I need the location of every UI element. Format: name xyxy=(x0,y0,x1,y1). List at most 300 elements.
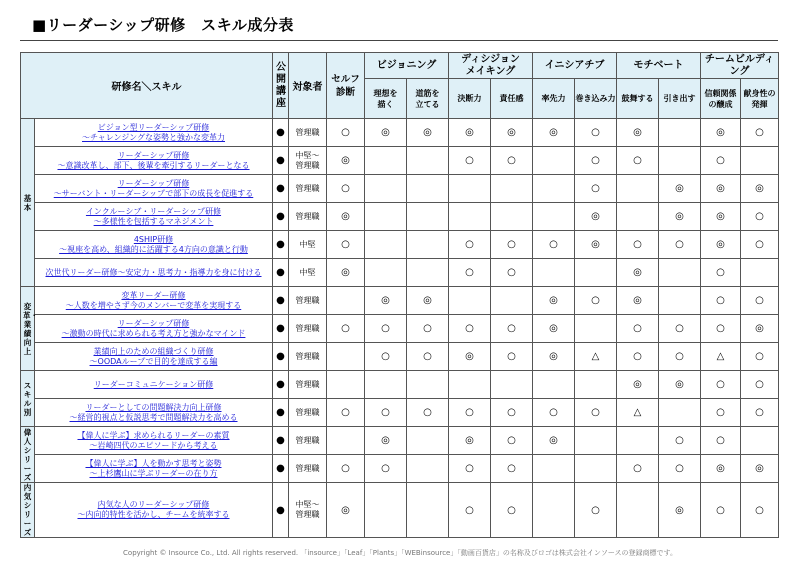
skill-rating-mark: ◎ xyxy=(327,483,365,538)
skill-rating-mark: ◎ xyxy=(533,427,575,455)
skill-rating-mark: ◎ xyxy=(533,315,575,343)
header-skill-group xyxy=(449,53,533,79)
skill-rating-mark xyxy=(327,343,365,371)
audience-cell xyxy=(289,371,327,399)
skill-rating-mark: ○ xyxy=(327,231,365,259)
course-link[interactable]: リーダーシップ研修 xyxy=(117,318,190,328)
skill-rating-mark: ◎ xyxy=(575,203,617,231)
skill-rating-mark xyxy=(449,175,491,203)
header-text-line: 管理職 xyxy=(295,510,320,519)
public-course-mark: ● xyxy=(273,119,289,147)
skill-rating-mark xyxy=(491,203,533,231)
skill-rating-mark xyxy=(449,203,491,231)
course-name xyxy=(35,483,273,538)
skill-rating-mark xyxy=(533,371,575,399)
audience-cell xyxy=(289,287,327,315)
skill-rating-mark: ◎ xyxy=(701,455,741,483)
course-link[interactable]: 業績向上のための組織づくり研修 xyxy=(93,346,214,356)
skill-rating-mark: ○ xyxy=(659,343,701,371)
skill-rating-mark: ◎ xyxy=(365,427,407,455)
skill-rating-mark xyxy=(659,119,701,147)
skill-rating-mark: ○ xyxy=(491,147,533,175)
header-sub-skill xyxy=(617,79,659,119)
skill-rating-mark: ○ xyxy=(491,315,533,343)
skill-rating-mark xyxy=(327,427,365,455)
skill-rating-mark xyxy=(407,455,449,483)
skill-rating-mark: ○ xyxy=(701,399,741,427)
header-text-line: 管理職 xyxy=(295,463,320,473)
header-text-line: 率先力 xyxy=(541,94,566,103)
skill-rating-mark xyxy=(617,483,659,538)
skill-rating-mark: ◎ xyxy=(327,147,365,175)
header-sub-skill xyxy=(659,79,701,119)
header-audience: 対象者 xyxy=(289,53,327,119)
course-link[interactable]: インクルーシブ・リーダーシップ研修 xyxy=(85,206,222,216)
header-text-line: モチベート xyxy=(633,59,684,71)
skill-rating-mark: ◎ xyxy=(449,427,491,455)
skill-rating-mark: ○ xyxy=(449,231,491,259)
skill-rating-mark: ○ xyxy=(741,343,779,371)
audience-cell xyxy=(289,175,327,203)
skill-rating-mark: ○ xyxy=(741,231,779,259)
skill-rating-mark: ◎ xyxy=(659,483,701,538)
header-text-line: メイキング xyxy=(465,65,516,77)
skill-rating-mark: ○ xyxy=(659,231,701,259)
table-row xyxy=(21,315,779,343)
skill-rating-mark: ○ xyxy=(491,259,533,287)
category-label-text: 内気シリーズ xyxy=(23,483,32,537)
skill-rating-mark xyxy=(365,231,407,259)
skill-rating-mark: ○ xyxy=(575,483,617,538)
table-row xyxy=(21,343,779,371)
skill-rating-mark: ○ xyxy=(449,315,491,343)
audience-cell xyxy=(289,399,327,427)
course-link[interactable]: 4SHIP研修 xyxy=(133,234,174,244)
skill-rating-mark: ◎ xyxy=(659,203,701,231)
skill-rating-mark: ○ xyxy=(365,455,407,483)
skill-rating-mark: ○ xyxy=(659,315,701,343)
header-text-line: 鼓舞する xyxy=(621,94,654,103)
table-row xyxy=(21,175,779,203)
course-name xyxy=(35,231,273,259)
course-link[interactable]: ～意識改革し、部下、後輩を牽引するリーダーとなる xyxy=(57,160,250,170)
skill-rating-mark xyxy=(533,175,575,203)
course-link[interactable]: 次世代リーダー研修～安定力・思考力・指導力を身に付ける xyxy=(45,267,262,277)
course-link[interactable]: ～サーバント・リーダーシップで部下の成長を促進する xyxy=(53,188,254,198)
skill-rating-mark: ○ xyxy=(701,427,741,455)
skill-rating-mark xyxy=(365,371,407,399)
header-text-line: 決断力 xyxy=(457,94,482,103)
course-link[interactable]: ～チャレンジングな姿勢と強かな変革力 xyxy=(82,132,225,142)
header-text-line: 理想を xyxy=(373,88,398,98)
skill-rating-mark: ◎ xyxy=(741,315,779,343)
skill-rating-mark: ○ xyxy=(741,399,779,427)
course-name xyxy=(35,315,273,343)
course-link[interactable]: ～人数を増やさず今のメンバーで変革を実現する xyxy=(65,300,242,310)
skill-rating-mark xyxy=(659,147,701,175)
title-divider xyxy=(20,40,778,41)
header-text-line: 引き出す xyxy=(663,94,696,103)
skill-rating-mark xyxy=(533,259,575,287)
header-sub-skill xyxy=(533,79,575,119)
table-row xyxy=(21,231,779,259)
skill-rating-mark: ○ xyxy=(449,259,491,287)
skill-rating-mark: ◎ xyxy=(365,119,407,147)
public-course-mark: ● xyxy=(273,371,289,399)
skill-rating-mark xyxy=(617,427,659,455)
category-label xyxy=(21,371,35,427)
skill-rating-mark: ○ xyxy=(327,455,365,483)
skill-rating-mark: ○ xyxy=(491,455,533,483)
skill-rating-mark: ○ xyxy=(617,455,659,483)
skill-rating-mark: ◎ xyxy=(533,119,575,147)
skill-rating-mark: ○ xyxy=(701,147,741,175)
skill-rating-mark: ◎ xyxy=(617,287,659,315)
category-label xyxy=(21,483,35,538)
table-row xyxy=(21,287,779,315)
header-skill-group xyxy=(365,53,449,79)
course-name xyxy=(35,147,273,175)
header-text-line: 献身性の xyxy=(743,88,776,98)
skill-rating-mark: ◎ xyxy=(617,259,659,287)
header-public-text: 公開講座 xyxy=(276,61,286,109)
course-link[interactable]: リーダーとしての問題解決力向上研修 xyxy=(85,402,222,412)
course-name xyxy=(35,371,273,399)
skill-rating-mark xyxy=(659,399,701,427)
header-text-line: 発揮 xyxy=(751,99,768,109)
skill-rating-mark: △ xyxy=(701,343,741,371)
course-link[interactable]: リーダーシップ研修 xyxy=(117,150,190,160)
header-text-line: 診断 xyxy=(335,86,355,98)
skill-rating-mark: ○ xyxy=(327,175,365,203)
skill-rating-mark xyxy=(449,371,491,399)
skill-rating-mark: ◎ xyxy=(701,231,741,259)
course-link[interactable]: ～激動の時代に求められる考え方と強かなマインド xyxy=(61,328,246,338)
table-row xyxy=(21,119,779,147)
skill-rating-mark xyxy=(575,371,617,399)
audience-cell xyxy=(289,483,327,538)
skill-rating-mark xyxy=(407,371,449,399)
public-course-mark: ● xyxy=(273,203,289,231)
skill-rating-mark: ◎ xyxy=(575,231,617,259)
skill-rating-mark: ○ xyxy=(533,399,575,427)
category-label xyxy=(21,287,38,371)
skill-rating-mark: ○ xyxy=(365,315,407,343)
public-course-mark: ● xyxy=(273,399,289,427)
course-link[interactable]: ～岩崎四代のエピソードから考える xyxy=(89,440,218,450)
skill-rating-mark: ○ xyxy=(575,175,617,203)
audience-cell xyxy=(289,455,327,483)
header-text-line: 巻き込み力 xyxy=(575,94,616,103)
skill-rating-mark: ◎ xyxy=(491,119,533,147)
category-label-text: 基本 xyxy=(23,193,32,212)
header-text-line: 管理職 xyxy=(295,183,320,193)
skill-rating-mark xyxy=(741,147,779,175)
skill-rating-mark: ◎ xyxy=(327,203,365,231)
skill-rating-mark: ○ xyxy=(327,119,365,147)
header-skill-group xyxy=(701,53,779,79)
header-text-line: チームビルディング xyxy=(704,53,775,77)
course-link[interactable]: ～上杉鷹山に学ぶリーダーの在り方 xyxy=(89,468,218,478)
skill-rating-mark xyxy=(407,231,449,259)
skill-rating-mark xyxy=(407,427,449,455)
skill-rating-mark xyxy=(365,483,407,538)
skill-rating-mark: ◎ xyxy=(617,119,659,147)
course-link[interactable]: ～経営的視点と仮説思考で問題解決力を高める xyxy=(69,412,238,422)
header-self-diagnosis xyxy=(327,53,365,119)
header-text-line: 道筋を xyxy=(415,88,440,98)
category-label xyxy=(21,427,35,483)
header-sub-skill xyxy=(741,79,779,119)
skill-rating-mark xyxy=(365,175,407,203)
header-text-line: 管理職 xyxy=(295,127,320,137)
skill-rating-mark xyxy=(407,147,449,175)
skill-matrix-table xyxy=(20,52,779,538)
skill-rating-mark: ○ xyxy=(407,343,449,371)
skill-rating-mark: ◎ xyxy=(741,455,779,483)
skill-rating-mark xyxy=(617,203,659,231)
course-link[interactable]: ～多様性を包括するマネジメント xyxy=(93,216,214,226)
skill-rating-mark: ○ xyxy=(449,399,491,427)
audience-cell xyxy=(289,259,327,287)
course-link[interactable]: リーダーコミュニケーション研修 xyxy=(93,379,214,389)
page-title: ■リーダーシップ研修 スキル成分表 xyxy=(32,16,294,34)
skill-rating-mark: ○ xyxy=(575,147,617,175)
category-label xyxy=(21,119,35,287)
skill-rating-mark: ○ xyxy=(701,259,741,287)
skill-rating-mark xyxy=(533,483,575,538)
skill-rating-mark xyxy=(365,203,407,231)
skill-rating-mark: ◎ xyxy=(533,343,575,371)
skill-rating-mark: ○ xyxy=(741,119,779,147)
skill-rating-mark: ○ xyxy=(701,371,741,399)
skill-rating-mark: ○ xyxy=(491,483,533,538)
header-sub-skill xyxy=(407,79,449,119)
skill-rating-mark xyxy=(575,259,617,287)
course-link[interactable]: 変革リーダー研修 xyxy=(121,290,186,300)
course-link[interactable]: 内気な人のリーダーシップ研修 xyxy=(97,500,210,509)
header-text-line: ディシジョン xyxy=(461,53,520,65)
skill-rating-mark: ○ xyxy=(617,343,659,371)
table-row xyxy=(21,147,779,175)
skill-rating-mark: ○ xyxy=(449,483,491,538)
header-sub-skill xyxy=(449,79,491,119)
course-name xyxy=(35,427,273,455)
header-skill-group xyxy=(617,53,701,79)
skill-rating-mark xyxy=(617,175,659,203)
header-text-line: 管理職 xyxy=(295,211,320,221)
skill-rating-mark: ○ xyxy=(701,483,741,538)
skill-rating-mark: ○ xyxy=(327,315,365,343)
header-public-course xyxy=(273,53,289,119)
skill-rating-mark xyxy=(407,203,449,231)
public-course-mark: ● xyxy=(273,315,289,343)
table-row xyxy=(21,399,779,427)
skill-rating-mark xyxy=(407,175,449,203)
skill-rating-mark: ◎ xyxy=(701,203,741,231)
header-row-groups xyxy=(21,53,779,79)
public-course-mark: ● xyxy=(273,455,289,483)
skill-rating-mark xyxy=(533,203,575,231)
skill-rating-mark: ◎ xyxy=(449,343,491,371)
header-course-skill: 研修名＼スキル xyxy=(21,53,273,119)
header-sub-skill xyxy=(491,79,533,119)
skill-rating-mark xyxy=(741,427,779,455)
course-link[interactable]: ビジョン型リーダーシップ研修 xyxy=(97,122,210,132)
skill-rating-mark: ○ xyxy=(575,287,617,315)
audience-cell xyxy=(289,343,327,371)
skill-rating-mark: ◎ xyxy=(533,287,575,315)
header-text-line: 管理職 xyxy=(295,379,320,389)
skill-rating-mark xyxy=(533,147,575,175)
table-row xyxy=(21,259,779,287)
table-row xyxy=(21,371,779,399)
audience-cell xyxy=(289,147,327,175)
audience-cell xyxy=(289,203,327,231)
skill-rating-mark xyxy=(533,455,575,483)
skill-rating-mark: ○ xyxy=(575,119,617,147)
skill-rating-mark: ○ xyxy=(701,287,741,315)
course-link[interactable]: ～視座を高め、組織的に活躍する4方向の意識と行動 xyxy=(59,244,248,254)
header-sub-skill xyxy=(701,79,741,119)
table-row xyxy=(21,483,779,538)
skill-rating-mark: ○ xyxy=(491,399,533,427)
header-text-line: イニシアチブ xyxy=(544,59,605,71)
audience-cell xyxy=(289,231,327,259)
header-text-line: ビジョニング xyxy=(376,59,437,71)
skill-rating-mark: ○ xyxy=(365,399,407,427)
header-text-line: 管理職 xyxy=(295,295,320,305)
header-skill-group xyxy=(533,53,617,79)
skill-rating-mark: ○ xyxy=(741,203,779,231)
skill-rating-mark: ○ xyxy=(365,343,407,371)
copyright-footer: Copyright © Insource Co., Ltd. All rights reserved. 「insource」「Leaf」「Plants」「WEBinsource」「動画百貨店」の名称及びロゴは株式会社インソースの登録商標です。 xyxy=(123,549,677,557)
skill-rating-mark: ◎ xyxy=(365,287,407,315)
category-label-text: 変革・業績向上 xyxy=(23,301,38,356)
course-name xyxy=(35,119,273,147)
course-name xyxy=(35,343,273,371)
skill-rating-mark: ○ xyxy=(575,399,617,427)
skill-rating-mark: ○ xyxy=(407,399,449,427)
header-text-line: 中堅 xyxy=(299,239,316,249)
table-row xyxy=(21,203,779,231)
skill-rating-mark: △ xyxy=(617,399,659,427)
skill-rating-mark: ○ xyxy=(741,371,779,399)
skill-rating-mark: ◎ xyxy=(701,175,741,203)
skill-rating-mark xyxy=(407,483,449,538)
header-text-line: 管理職 xyxy=(295,435,320,445)
public-course-mark: ● xyxy=(273,259,289,287)
header-text-line: 責任感 xyxy=(499,94,524,103)
course-name xyxy=(35,175,273,203)
skill-rating-mark: ○ xyxy=(659,427,701,455)
public-course-mark: ● xyxy=(273,231,289,259)
header-text-line: 中堅～ xyxy=(295,500,320,509)
header-text-line: 管理職 xyxy=(295,160,320,170)
course-link[interactable]: 【偉人に学ぶ】人を動かす思考と姿勢 xyxy=(85,458,222,468)
audience-cell xyxy=(289,119,327,147)
skill-rating-mark: ◎ xyxy=(617,371,659,399)
skill-rating-mark: △ xyxy=(575,343,617,371)
course-name xyxy=(35,399,273,427)
public-course-mark: ● xyxy=(273,483,289,538)
course-name xyxy=(35,287,273,315)
course-name xyxy=(35,259,273,287)
skill-rating-mark xyxy=(327,371,365,399)
public-course-mark: ● xyxy=(273,147,289,175)
category-label-text: スキル別 xyxy=(23,380,32,417)
skill-rating-mark xyxy=(491,175,533,203)
skill-rating-mark xyxy=(741,259,779,287)
course-link[interactable]: ～OODAループで目的を達成する編 xyxy=(89,356,218,366)
skill-rating-mark: ○ xyxy=(327,399,365,427)
header-text-line: 中堅 xyxy=(299,267,316,277)
skill-rating-mark: ○ xyxy=(449,147,491,175)
skill-rating-mark: ○ xyxy=(701,315,741,343)
header-text-line: 管理職 xyxy=(295,351,320,361)
skill-rating-mark: ◎ xyxy=(741,175,779,203)
skill-rating-mark xyxy=(365,147,407,175)
skill-rating-mark xyxy=(365,259,407,287)
skill-rating-mark: ○ xyxy=(491,427,533,455)
audience-cell xyxy=(289,427,327,455)
header-text-line: 管理職 xyxy=(295,407,320,417)
skill-rating-mark: ◎ xyxy=(449,119,491,147)
course-link[interactable]: ～内向的特性を活かし、チームを統率する xyxy=(77,510,230,519)
skill-rating-mark: ◎ xyxy=(407,119,449,147)
header-text-line: 信頼関係 xyxy=(704,88,737,98)
skill-rating-mark: ○ xyxy=(491,343,533,371)
skill-rating-mark xyxy=(659,259,701,287)
skill-rating-mark: ○ xyxy=(449,455,491,483)
public-course-mark: ● xyxy=(273,343,289,371)
skill-rating-mark xyxy=(327,287,365,315)
header-text-line: の醸成 xyxy=(708,99,733,109)
skill-rating-mark: ◎ xyxy=(327,259,365,287)
table-row xyxy=(21,455,779,483)
header-sub-skill xyxy=(365,79,407,119)
skill-rating-mark: ○ xyxy=(617,231,659,259)
audience-cell xyxy=(289,315,327,343)
header-text-line: 立てる xyxy=(415,99,440,109)
skill-rating-mark xyxy=(575,427,617,455)
header-sub-skill xyxy=(575,79,617,119)
skill-rating-mark xyxy=(575,315,617,343)
skill-rating-mark xyxy=(407,259,449,287)
skill-rating-mark xyxy=(659,287,701,315)
public-course-mark: ● xyxy=(273,287,289,315)
skill-rating-mark: ○ xyxy=(407,315,449,343)
public-course-mark: ● xyxy=(273,427,289,455)
course-name xyxy=(35,203,273,231)
header-text-line: 中堅～ xyxy=(295,150,320,160)
category-label-text: 偉人シリーズ xyxy=(23,427,32,482)
skill-rating-mark: ○ xyxy=(741,483,779,538)
public-course-mark: ● xyxy=(273,175,289,203)
course-link[interactable]: 【偉人に学ぶ】求められるリーダーの素質 xyxy=(77,430,230,440)
course-link[interactable]: リーダーシップ研修 xyxy=(117,178,190,188)
skill-rating-mark xyxy=(449,287,491,315)
skill-rating-mark: ○ xyxy=(533,231,575,259)
skill-rating-mark xyxy=(491,371,533,399)
table-row xyxy=(21,427,779,455)
header-text-line: 描く xyxy=(377,99,394,109)
skill-rating-mark: ○ xyxy=(741,287,779,315)
course-name xyxy=(35,455,273,483)
skill-rating-mark: ◎ xyxy=(659,175,701,203)
skill-rating-mark: ○ xyxy=(617,315,659,343)
header-text-line: 管理職 xyxy=(295,323,320,333)
